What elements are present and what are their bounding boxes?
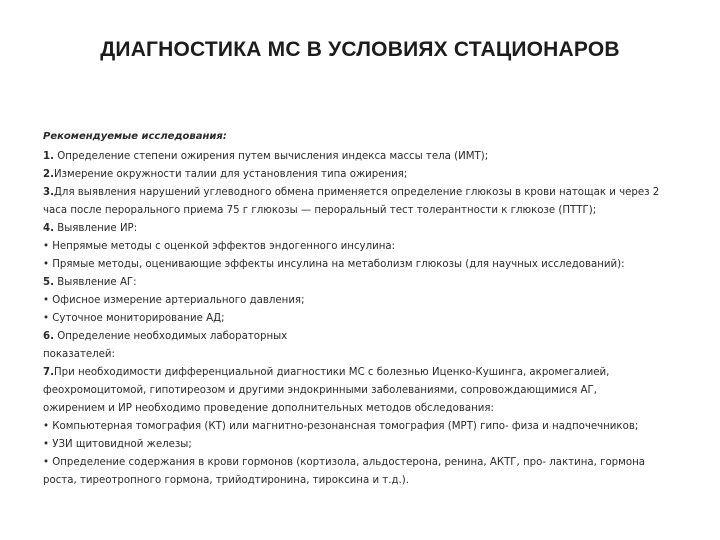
slide-content (43, 128, 683, 490)
item-text: ожирением и ИР необходимо проведение дополнительных методов обследования: (43, 403, 494, 414)
item-number: 4. (43, 223, 54, 234)
bullet-item (43, 238, 683, 256)
item-text: • Компьютерная томография (КТ) или магнитно-резонансная томография (МРТ) гипо- физа и надпочечников; (43, 421, 639, 432)
list-item (43, 220, 683, 238)
item-text: • Офисное измерение артериального давления; (43, 295, 305, 306)
bullet-item (43, 310, 683, 328)
item-number: 3. (43, 187, 54, 198)
list-item (43, 148, 683, 166)
list-item (43, 274, 683, 292)
list-item-continuation (43, 400, 683, 418)
item-text: При необходимости дифференциальной диагностики МС с болезнью Иценко-Кушинга, акромегалией, (53, 367, 610, 378)
item-number: 2. (43, 169, 54, 180)
item-number: 1. (43, 151, 54, 162)
item-text: Выявление ИР: (53, 223, 138, 234)
item-text: • Прямые методы, оценивающие эффекты инсулина на метаболизм глюкозы (для научных исследований): (43, 259, 625, 270)
list-item (43, 166, 683, 184)
list-item (43, 184, 683, 202)
item-text: Для выявления нарушений углеводного обмена применяется определение глюкозы в крови натощак и через 2 (53, 187, 660, 198)
list-item-continuation (43, 472, 683, 490)
section-subheading: Рекомендуемые исследования: (43, 131, 227, 142)
list-item-continuation (43, 382, 683, 400)
item-number: 6. (43, 331, 54, 342)
bullet-item (43, 436, 683, 454)
list-item (43, 364, 683, 382)
item-text: феохромоцитомой, гипотиреозом и другими эндокринными заболеваниями, сопровождающимися АГ, (43, 385, 597, 396)
item-text: Определение необходимых лабораторных (53, 331, 288, 342)
item-text: Определение степени ожирения путем вычисления индекса массы тела (ИМТ); (53, 151, 489, 162)
list-item-continuation (43, 202, 683, 220)
item-text: часа после перорального приема 75 г глюкозы — пероральный тест толерантности к глюкозе (ПТТГ); (43, 205, 597, 216)
item-text: Выявление АГ: (53, 277, 137, 288)
item-number: 5. (43, 277, 54, 288)
item-number: 7. (43, 367, 54, 378)
item-text: • Суточное мониторирование АД; (43, 313, 225, 324)
bullet-item (43, 292, 683, 310)
item-text: роста, тиреотропного гормона, трийодтиронина, тироксина и т.д.). (43, 475, 409, 486)
bullet-item (43, 454, 683, 472)
bullet-item (43, 256, 683, 274)
item-text: показателей: (43, 349, 115, 360)
item-text: • Определение содержания в крови гормонов (кортизола, альдостерона, ренина, АКТГ, про- лактина, гормона (43, 457, 645, 468)
item-text: Измерение окружности талии для установления типа ожирения; (53, 169, 408, 180)
slide-title: ДИАГНОСТИКА МС В УСЛОВИЯХ СТАЦИОНАРОВ (100, 38, 620, 61)
list-item (43, 328, 683, 346)
item-text: • Непрямые методы с оценкой эффектов эндогенного инсулина: (43, 241, 396, 252)
bullet-item (43, 418, 683, 436)
list-item-continuation (43, 346, 683, 364)
item-text: • УЗИ щитовидной железы; (43, 439, 192, 450)
